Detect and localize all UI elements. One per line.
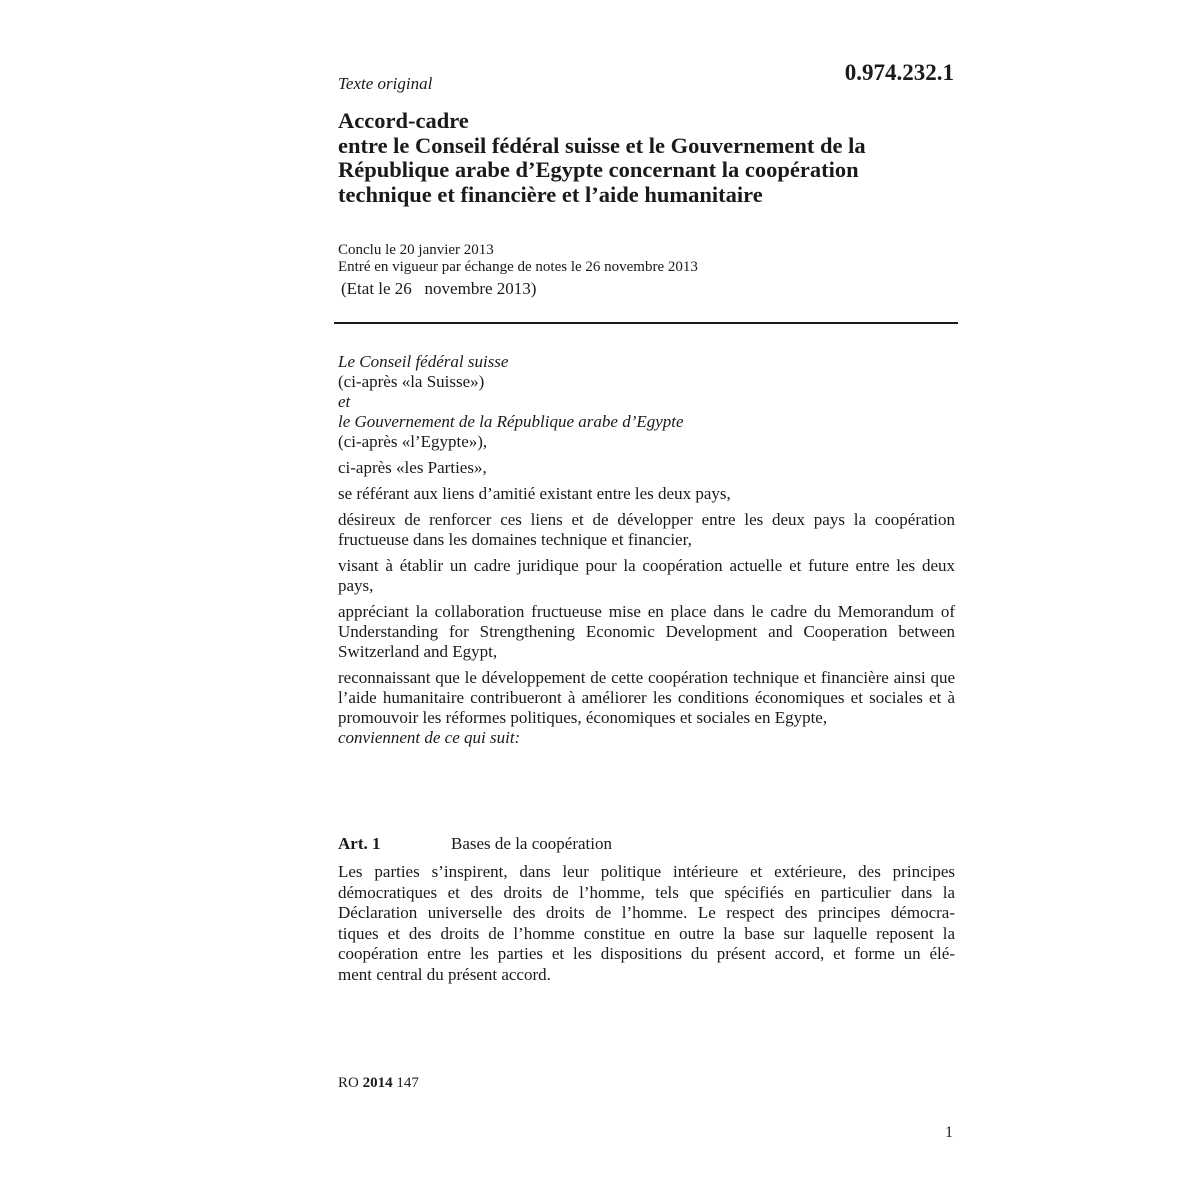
official-collection-reference: [338, 1075, 419, 1092]
conjunction: et: [338, 392, 351, 411]
original-text-label: Texte original: [338, 74, 433, 93]
article-line: Déclaration universelle des droits de l’homme. Le respect des principes démocra-: [338, 903, 955, 923]
title-line: entre le Conseil fédéral suisse et le Gouvernement de la: [338, 132, 866, 158]
article-line: ment central du présent accord.: [338, 964, 551, 984]
article-1-heading: [338, 834, 612, 854]
state-date: (Etat le 26 novembre 2013): [341, 279, 537, 298]
title-line: Accord-cadre: [338, 108, 469, 133]
parties-short: ci-après «les Parties»,: [338, 458, 487, 477]
title-line: République arabe d’Egypte concernant la coopération: [338, 157, 859, 182]
consideration: se référant aux liens d’amitié existant entre les deux pays,: [338, 484, 731, 503]
article-number: Art. 1: [338, 834, 381, 853]
article-line: coopération entre les parties et les dispositions du présent accord, et forme un élé-: [338, 944, 955, 964]
article-line: démocratiques et des droits de l’homme, tels que spécifiés en particulier dans la: [338, 882, 955, 902]
page-number: 1: [945, 1124, 953, 1141]
party-2-short: (ci-après «l’Egypte»),: [338, 432, 488, 451]
article-line: tiques et des droits de l’homme constitue en outre la base sur laquelle reposent la: [338, 923, 955, 943]
party-2: le Gouvernement de la République arabe d’Egypte: [338, 412, 684, 431]
article-title: Bases de la coopération: [451, 834, 612, 853]
title-line: technique et financière et l’aide humanitaire: [338, 181, 763, 207]
document-meta: [338, 242, 698, 297]
concluded-date: Conclu le 20 janvier 2013: [338, 242, 494, 258]
agreement-clause: conviennent de ce qui suit:: [338, 728, 521, 747]
ref-prefix: RO: [338, 1075, 359, 1091]
consideration: visant à établir un cadre juridique pour la coopération actuelle et future entre les deux pays,: [338, 556, 955, 595]
consideration: appréciant la collaboration fructueuse mise en place dans le cadre du Memorandum of Understanding for Strengthening Economic Development and Cooperation between Switzerland and Egypt,: [338, 602, 955, 661]
ref-page: 147: [396, 1075, 419, 1091]
consideration: désireux de renforcer ces liens et de développer entre les deux pays la coopération fructueuse dans les domaines technique et financier,: [338, 510, 955, 549]
consideration: reconnaissant que le développement de cette coopération technique et financière ainsi que l’aide humanitaire contribueront à améliorer les conditions économiques et sociales et à promouvoir les réformes politiques, économiques et sociales en Egypte,: [338, 668, 955, 727]
article-1-text: [338, 862, 955, 986]
entry-into-force: Entré en vigueur par échange de notes le 26 novembre 2013: [338, 259, 698, 275]
preamble: [338, 352, 955, 748]
ref-year: 2014: [362, 1075, 393, 1091]
header-divider: [334, 322, 958, 324]
article-line: Les parties s’inspirent, dans leur politique intérieure et extérieure, des principes: [338, 862, 955, 881]
classification-number: 0.974.232.1: [844, 60, 954, 85]
party-1-short: (ci-après «la Suisse»): [338, 372, 485, 391]
party-1: Le Conseil fédéral suisse: [338, 352, 509, 371]
document-title: [338, 109, 978, 207]
